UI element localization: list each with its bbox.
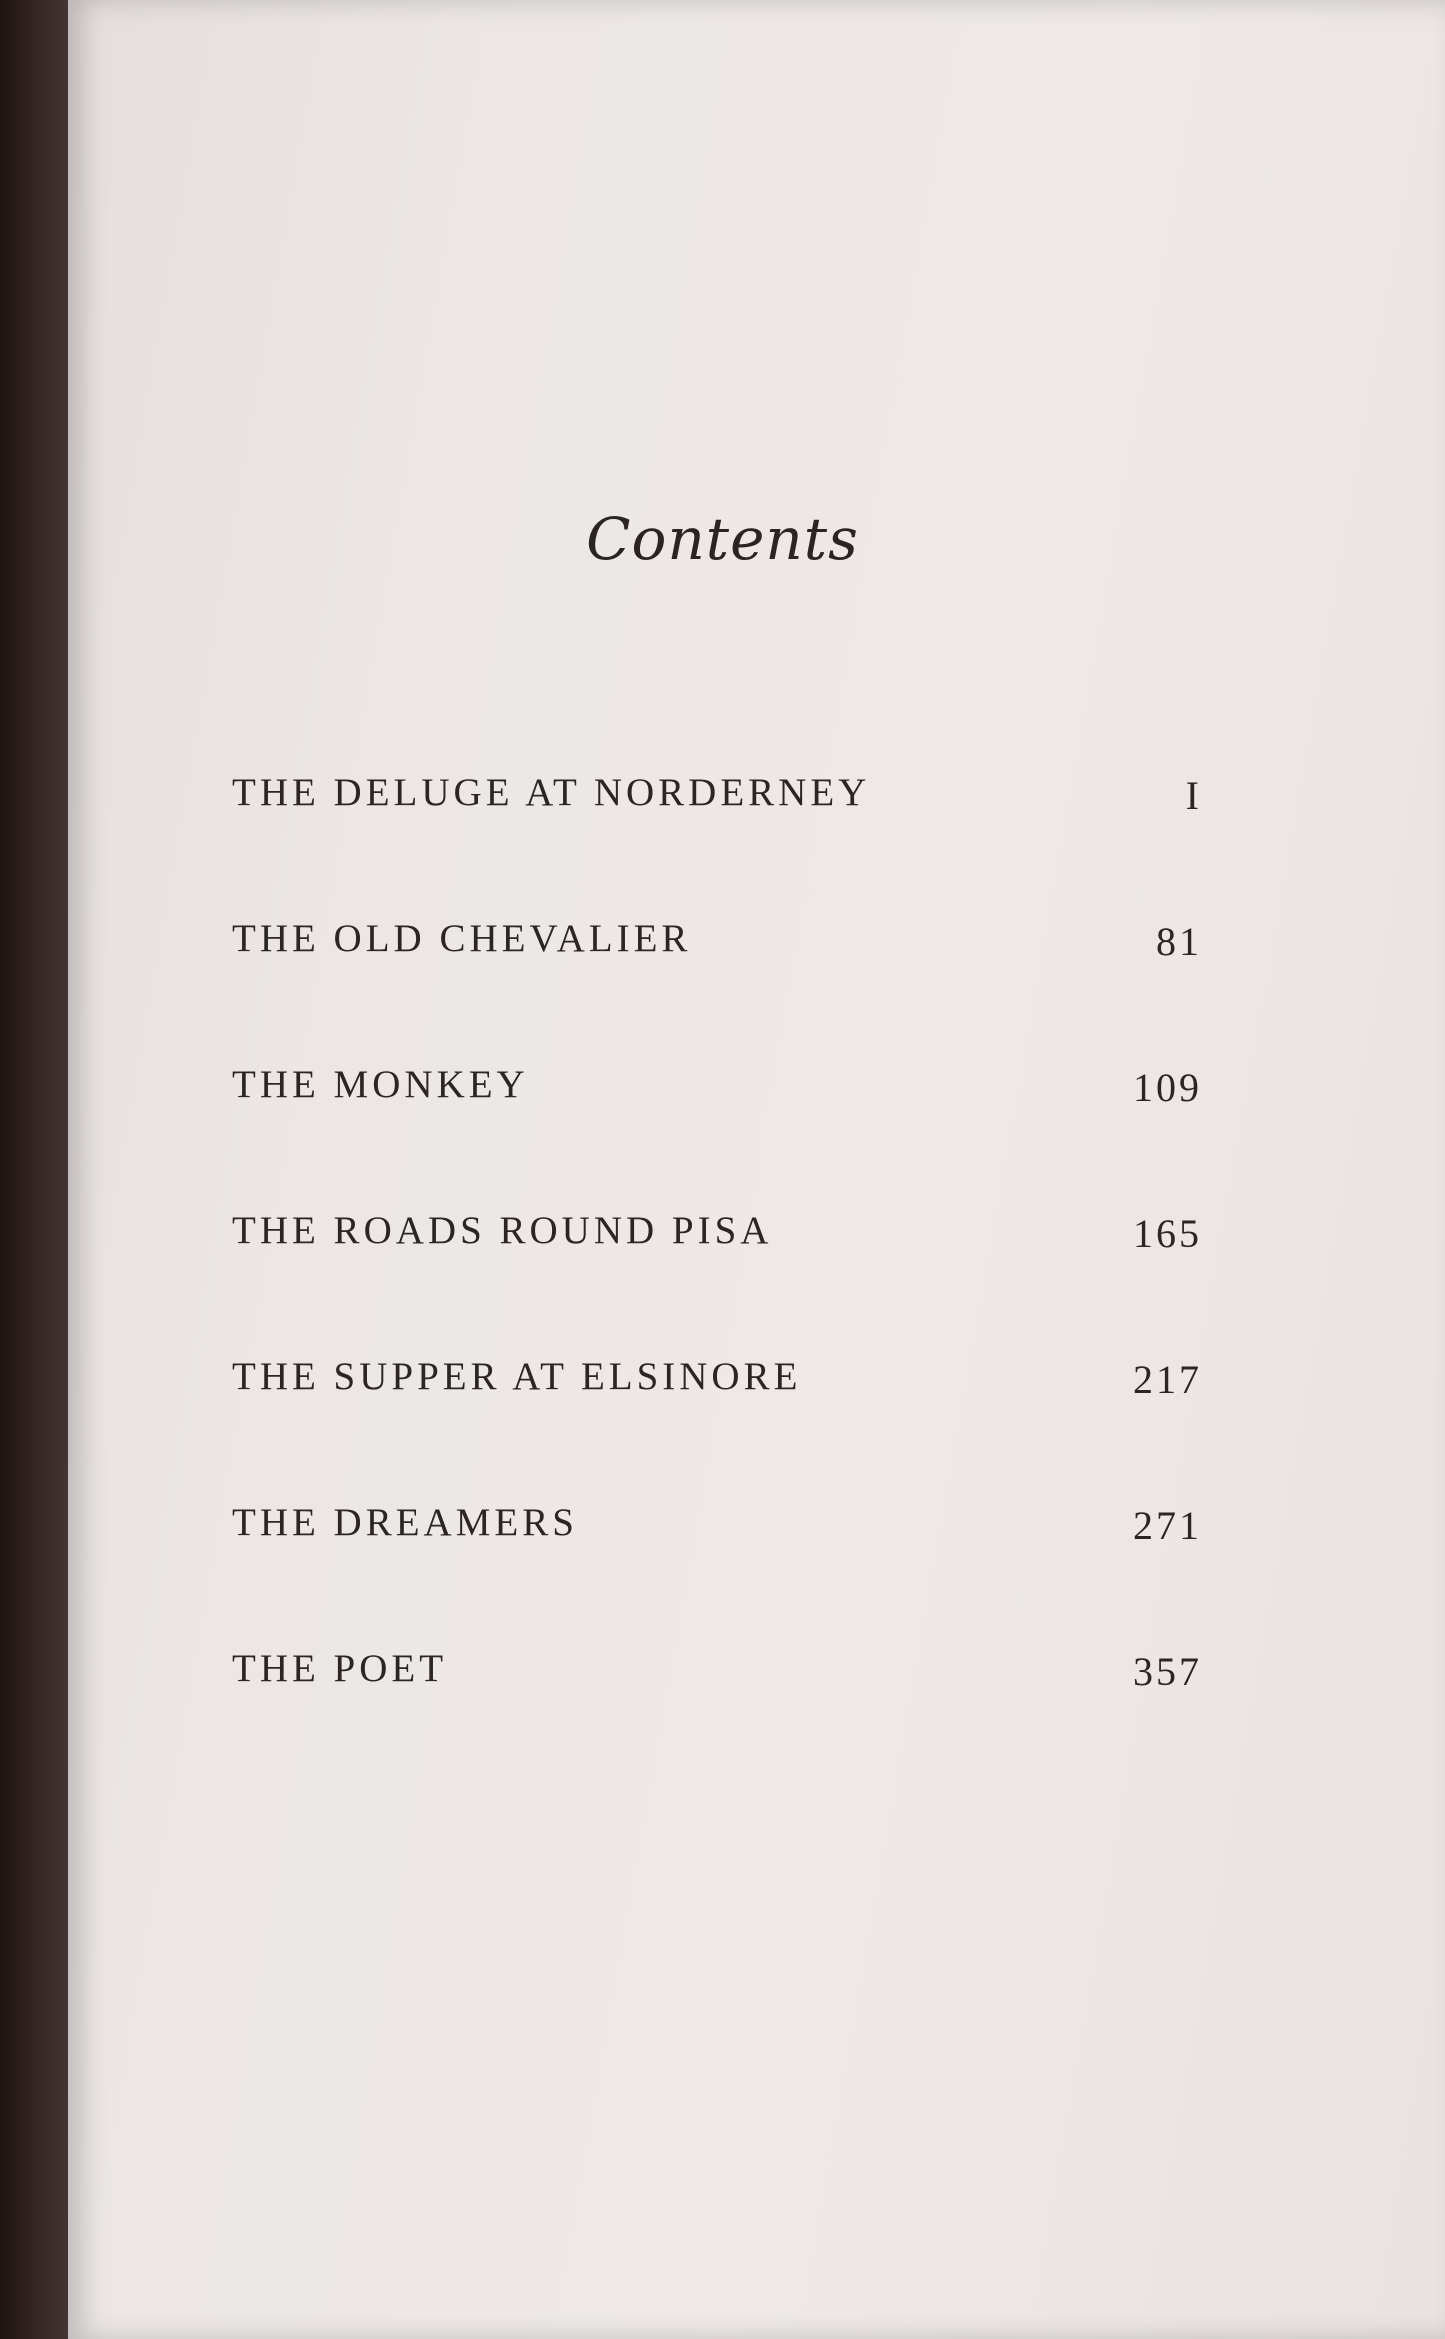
contents-heading: Contents (586, 505, 859, 573)
toc-entry-title: THE DELUGE AT NORDERNEY (232, 771, 871, 814)
toc-entry-title: THE MONKEY (232, 1063, 529, 1106)
toc-entry-page: 217 (1133, 1357, 1202, 1402)
table-of-contents (232, 770, 1202, 1792)
toc-entry (232, 770, 1202, 916)
toc-entry-title: THE SUPPER AT ELSINORE (232, 1355, 802, 1398)
toc-entry (232, 1208, 1202, 1354)
toc-entry-page: 271 (1133, 1503, 1202, 1548)
toc-entry-title: THE OLD CHEVALIER (232, 917, 692, 960)
toc-entry (232, 1646, 1202, 1792)
toc-entry (232, 1354, 1202, 1500)
toc-entry (232, 916, 1202, 1062)
toc-entry-page: 165 (1133, 1211, 1202, 1256)
toc-entry-page: 357 (1133, 1649, 1202, 1694)
toc-entry-page: 109 (1133, 1065, 1202, 1110)
toc-entry-title: THE ROADS ROUND PISA (232, 1209, 773, 1252)
toc-entry-page: I (1185, 773, 1202, 818)
toc-entry (232, 1500, 1202, 1646)
toc-entry (232, 1062, 1202, 1208)
toc-entry-page: 81 (1156, 919, 1202, 964)
toc-entry-title: THE DREAMERS (232, 1501, 578, 1544)
toc-entry-title: THE POET (232, 1647, 448, 1690)
